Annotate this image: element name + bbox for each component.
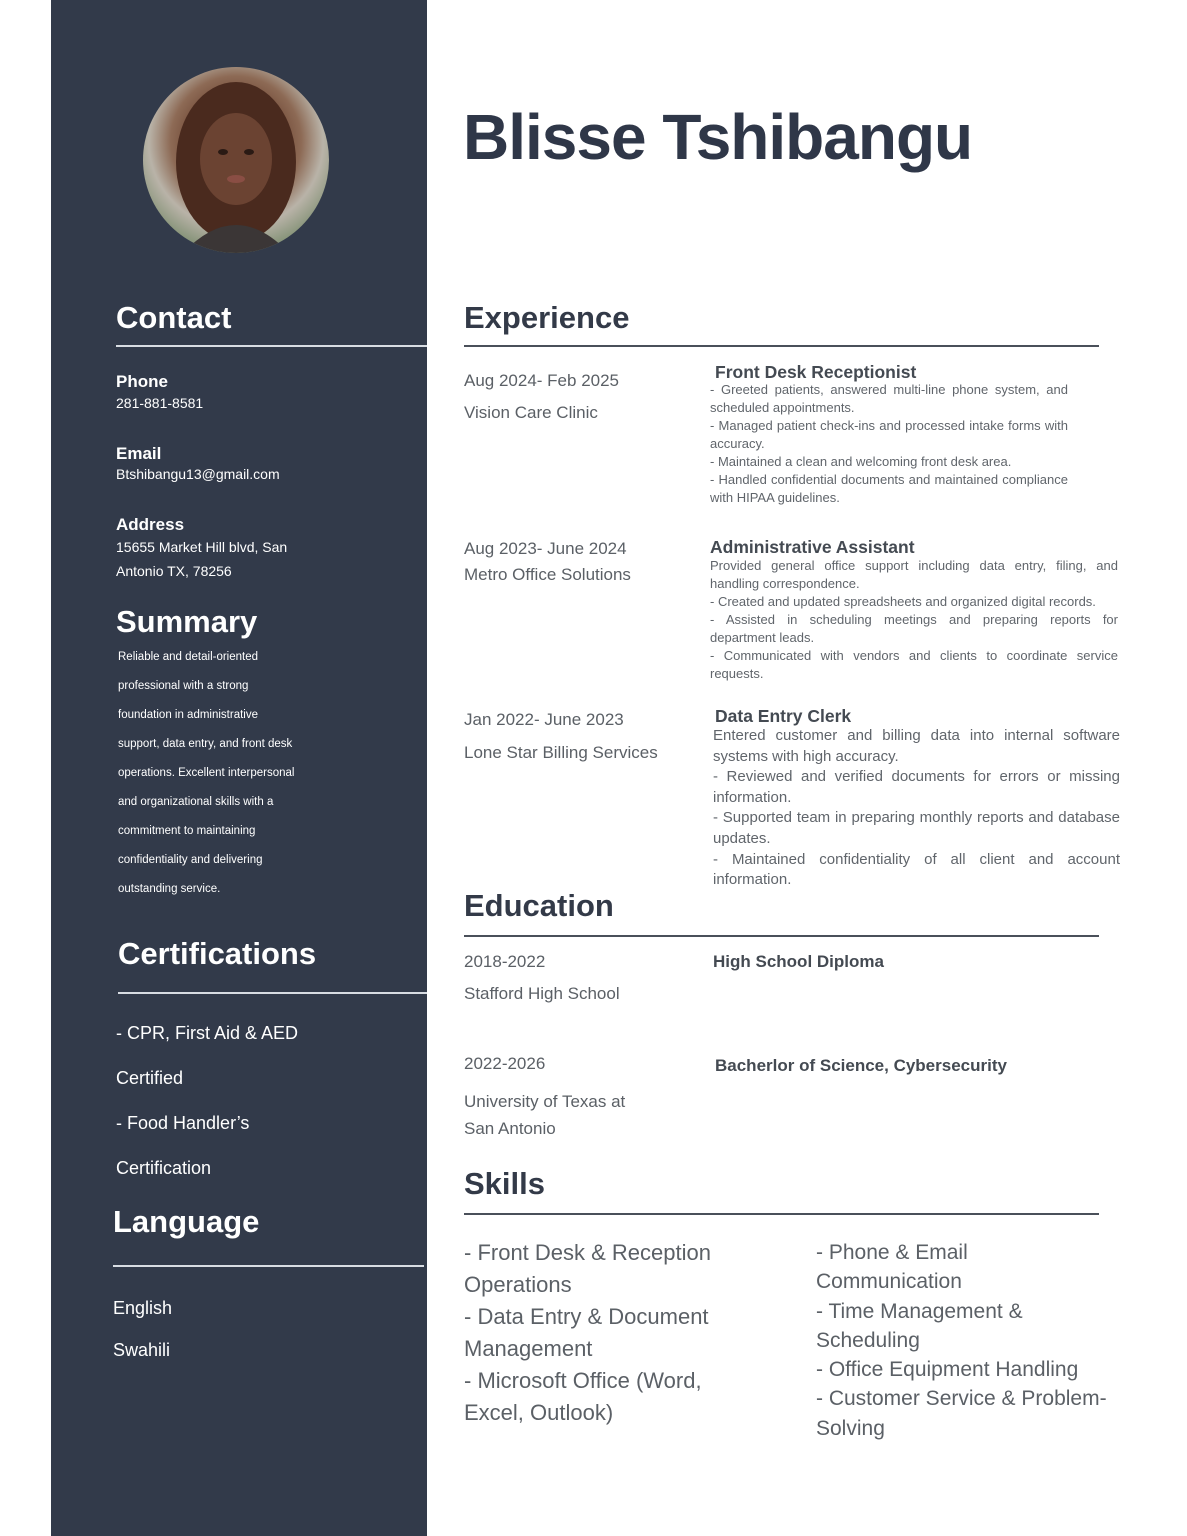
page-title: Blisse Tshibangu [463,101,973,173]
skill-line: Solving [816,1416,885,1440]
language-item: English [113,1298,173,1318]
skills-list-left [464,1237,794,1429]
education-heading: Education [464,888,614,923]
job-bullet: - Created and updated spreadsheets and organized digital records. [710,594,1096,609]
summary-line: foundation in administrative [118,709,258,721]
address-line: 15655 Market Hill blvd, San [116,539,288,555]
skill-line: - Microsoft Office (Word, [464,1368,702,1393]
certification-line: - CPR, First Aid & AED [116,1023,299,1043]
job-title: Administrative Assistant [710,537,915,557]
address-value [116,535,287,583]
job-bullet: - Greeted patients, answered multi-line phone system, and scheduled appointments. [710,382,1068,415]
skill-line: - Office Equipment Handling [816,1358,1079,1382]
email-value: Btshibangu13@gmail.com [116,466,280,482]
summary-line: confidentiality and delivering [118,854,263,866]
contact-heading: Contact [116,300,232,335]
job-title: Front Desk Receptionist [715,362,917,382]
certifications-divider [118,992,427,994]
education-divider [464,935,1099,937]
summary-line: support, data entry, and front desk [118,738,293,750]
language-divider [113,1265,424,1267]
summary-line: commitment to maintaining [118,825,256,837]
job-bullet: - Assisted in scheduling meetings and preparing reports for department leads. [710,612,1118,645]
summary-line: and organizational skills with a [118,796,274,808]
job-bullet: Entered customer and billing data into internal software systems with high accuracy. [713,727,1120,765]
certifications-heading: Certifications [118,936,317,971]
profile-photo [143,67,329,253]
contact-divider [116,345,427,347]
skill-line: Operations [464,1272,572,1297]
job-bullet: - Communicated with vendors and clients to coordinate service requests. [710,648,1118,681]
job-description [710,381,1068,507]
skill-line: - Time Management & [816,1299,1023,1323]
language-item: Swahili [113,1340,171,1360]
education-school [464,1088,625,1142]
experience-heading: Experience [464,300,630,335]
certifications-list [116,1011,356,1191]
portrait-image [143,67,329,253]
summary-text [118,643,338,904]
job-bullet: Provided general office support including data entry, filing, and handling correspondence. [710,558,1118,591]
job-title: Data Entry Clerk [715,706,852,726]
skills-divider [464,1213,1099,1215]
skill-line: - Phone & Email [816,1241,968,1264]
summary-line: operations. Excellent interpersonal [118,767,295,779]
education-years: 2018-2022 [464,952,546,971]
job-company: Lone Star Billing Services [464,743,658,762]
skill-line: - Customer Service & Problem- [816,1387,1107,1411]
education-degree: Bacherlor of Science, Cybersecurity [715,1056,1007,1075]
job-bullet: - Maintained confidentiality of all client and account information. [713,850,1120,889]
skills-heading: Skills [464,1166,545,1201]
skill-line: Communication [816,1270,962,1294]
skill-line: Management [464,1336,593,1361]
skill-line: Scheduling [816,1328,920,1352]
address-line: Antonio TX, 78256 [116,563,232,579]
job-bullet: - Supported team in preparing monthly reports and database updates. [713,809,1120,847]
school-line: University of Texas at [464,1092,626,1111]
skill-line: - Data Entry & Document [464,1304,709,1329]
language-heading: Language [113,1204,260,1239]
job-dates: Aug 2024- Feb 2025 [464,371,620,390]
job-description [710,557,1118,683]
certification-line: Certified [116,1068,184,1088]
summary-line: outstanding service. [118,883,221,895]
summary-line: Reliable and detail-oriented [118,651,259,663]
certification-line: - Food Handler’s [116,1113,250,1133]
email-label: Email [116,444,162,463]
job-company: Metro Office Solutions [464,565,631,584]
skill-line: Excel, Outlook) [464,1400,614,1425]
job-bullet: - Reviewed and verified documents for errors or missing information. [713,768,1120,806]
job-dates: Jan 2022- June 2023 [464,710,624,729]
job-bullet: - Maintained a clean and welcoming front desk area. [710,454,1012,469]
summary-heading: Summary [116,604,258,639]
education-years: 2022-2026 [464,1054,546,1073]
address-label: Address [116,515,185,534]
phone-value: 281-881-8581 [116,395,204,411]
skill-line: - Front Desk & Reception [464,1240,711,1265]
job-dates: Aug 2023- June 2024 [464,539,627,558]
job-description [713,726,1120,891]
education-school: Stafford High School [464,984,620,1003]
phone-label: Phone [116,372,168,391]
job-bullet: - Managed patient check-ins and processed intake forms with accuracy. [710,418,1068,451]
language-list [113,1287,172,1371]
job-bullet: - Handled confidential documents and maintained compliance with HIPAA guidelines. [710,472,1068,505]
skills-list-right [816,1238,1166,1443]
school-line: San Antonio [464,1119,556,1138]
education-degree: High School Diploma [713,952,884,971]
certification-line: Certification [116,1158,212,1178]
experience-divider [464,345,1099,347]
summary-line: professional with a strong [118,680,249,692]
job-company: Vision Care Clinic [464,403,598,422]
